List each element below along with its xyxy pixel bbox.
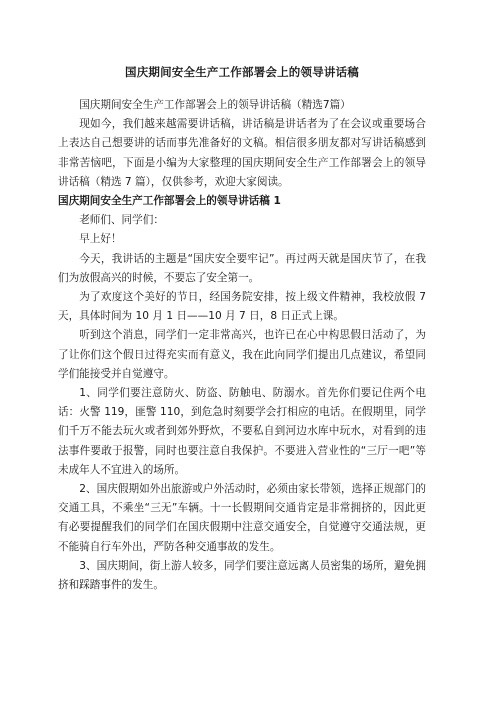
paragraph-point-3: 3、国庆期间，街上游人较多，同学们要注意远离人员密集的场所，避免拥挤和踩踏事件的发生。 [58,559,426,592]
document-title: 国庆期间安全生产工作部署会上的领导讲话稿 [125,65,359,79]
paragraph-holiday-schedule: 为了欢度这个美好的节日，经国务院安排，按上级文件精神，我校放假 7 天，具体时间为 10 月 1 日——10 月 7 日，8 日正式上课。 [58,291,426,323]
paragraph-greeting: 老师们、同学们： [79,214,164,227]
paragraph-morning: 早上好！ [79,233,122,246]
document-subtitle: 国庆期间安全生产工作部署会上的领导讲话稿（精选7篇） [79,99,351,111]
paragraph-point-1: 1、同学们要注意防火、防盗、防触电、防溺水。首先你们要记住两个电话：火警 119，匪警 110，到危急时刻要学会打相应的电话。在假期里，同学们千万不能去玩火或者到郊外野炊，不要私自到河边水库中玩水，对看到的违法事件要敢于报警，同时也要注意自我保护。不要进入营业性的“三厅一吧”等未成年人不宜进入的场所。 [58,387,426,476]
paragraph-suggestions: 听到这个消息，同学们一定非常高兴，也许已在心中构思假日活动了，为了让你们这个假日过得充实而有意义，我在此向同学们提出几点建议，希望同学们能接受并自觉遵守。 [58,329,426,380]
intro-paragraph: 现如今，我们越来越需要讲话稿，讲话稿是讲话者为了在会议或重要场合上表达自己想要讲的话而事先准备好的文稿。相信很多朋友都对写讲话稿感到非常苦恼吧，下面是小编为大家整理的国庆期间安全生产工作部署会上的领导讲话稿（精选 7 篇），仅供参考，欢迎大家阅读。 [58,118,426,188]
section-heading: 国庆期间安全生产工作部署会上的领导讲话稿 1 [58,195,281,208]
paragraph-theme: 今天，我讲话的主题是“国庆安全要牢记”。再过两天就是国庆节了，在我们为放假高兴的时候，不要忘了安全第一。 [58,252,426,284]
paragraph-point-2: 2、国庆假期如外出旅游或户外活动时，必须由家长带领，选择正规部门的交通工具，不乘坐“三无”车辆。十一长假期间交通肯定是非常拥挤的，因此更有必要提醒我们的同学们在国庆假期中注意交通安全，自觉遵守交通法规，更不能骑自行车外出，严防各种交通事故的发生。 [58,483,426,553]
